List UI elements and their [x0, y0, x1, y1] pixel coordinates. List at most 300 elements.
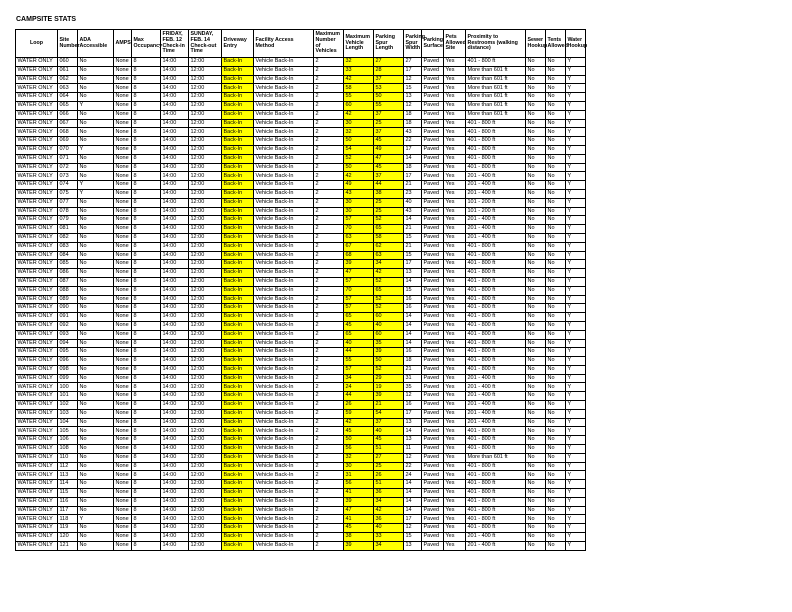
water-hookup-cell: Y	[566, 163, 586, 172]
check-in-time-cell: 14:00	[161, 233, 189, 242]
amps-cell: None	[114, 541, 132, 550]
table-row	[16, 286, 586, 295]
max-vehicles-cell: 2	[314, 251, 344, 260]
parking-spur-length-cell: 50	[374, 93, 404, 102]
check-in-time-cell: 14:00	[161, 471, 189, 480]
sewer-hookup-cell: No	[526, 233, 546, 242]
sewer-hookup-cell: No	[526, 445, 546, 454]
amps-cell: None	[114, 321, 132, 330]
parking-spur-width-cell: 18	[404, 110, 422, 119]
pets-allowed-cell: Yes	[444, 427, 466, 436]
water-hookup-cell: Y	[566, 392, 586, 401]
proximity-to-restrooms-cell: 201 - 400 ft	[466, 172, 526, 181]
sewer-hookup-cell: No	[526, 357, 546, 366]
water-hookup-cell: Y	[566, 497, 586, 506]
table-row	[16, 409, 586, 418]
check-in-time-cell: 14:00	[161, 339, 189, 348]
max-vehicle-length-cell: 56	[344, 445, 374, 454]
parking-spur-width-cell: 12	[404, 392, 422, 401]
parking-surface-cell: Paved	[422, 497, 444, 506]
proximity-to-restrooms-cell: 201 - 400 ft	[466, 374, 526, 383]
max-occupancy-cell: 8	[132, 418, 161, 427]
pets-allowed-cell: Yes	[444, 497, 466, 506]
parking-surface-cell: Paved	[422, 295, 444, 304]
parking-spur-width-cell: 16	[404, 401, 422, 410]
parking-surface-cell: Paved	[422, 506, 444, 515]
check-out-time-cell: 12:00	[189, 128, 222, 137]
check-in-time-cell: 14:00	[161, 506, 189, 515]
sewer-hookup-cell: No	[526, 339, 546, 348]
water-hookup-cell: Y	[566, 321, 586, 330]
check-out-time-cell: 12:00	[189, 216, 222, 225]
column-header: Proximity to Restrooms (walking distance)	[466, 30, 526, 58]
table-row	[16, 269, 586, 278]
parking-spur-width-cell: 14	[404, 313, 422, 322]
site-number-cell: 064	[58, 93, 78, 102]
tents-allowed-cell: No	[546, 75, 566, 84]
max-occupancy-cell: 8	[132, 383, 161, 392]
driveway-entry-cell: Back-In	[222, 365, 254, 374]
site-number-cell: 119	[58, 524, 78, 533]
max-occupancy-cell: 8	[132, 321, 161, 330]
site-number-cell: 063	[58, 84, 78, 93]
loop-cell: WATER ONLY	[16, 348, 58, 357]
pets-allowed-cell: Yes	[444, 445, 466, 454]
max-vehicles-cell: 2	[314, 374, 344, 383]
amps-cell: None	[114, 506, 132, 515]
facility-access-method-cell: Vehicle Back-In	[254, 110, 314, 119]
parking-spur-width-cell: 14	[404, 339, 422, 348]
amps-cell: None	[114, 269, 132, 278]
parking-surface-cell: Paved	[422, 93, 444, 102]
loop-cell: WATER ONLY	[16, 506, 58, 515]
water-hookup-cell: Y	[566, 66, 586, 75]
sewer-hookup-cell: No	[526, 383, 546, 392]
parking-spur-length-cell: 62	[374, 242, 404, 251]
parking-spur-width-cell: 43	[404, 128, 422, 137]
table-row	[16, 506, 586, 515]
max-occupancy-cell: 8	[132, 119, 161, 128]
max-vehicle-length-cell: 67	[344, 242, 374, 251]
pets-allowed-cell: Yes	[444, 357, 466, 366]
sewer-hookup-cell: No	[526, 101, 546, 110]
column-header: Parking Spur Length	[374, 30, 404, 58]
max-vehicles-cell: 2	[314, 533, 344, 542]
sewer-hookup-cell: No	[526, 198, 546, 207]
max-vehicles-cell: 2	[314, 189, 344, 198]
max-vehicle-length-cell: 57	[344, 365, 374, 374]
driveway-entry-cell: Back-In	[222, 93, 254, 102]
sewer-hookup-cell: No	[526, 533, 546, 542]
loop-cell: WATER ONLY	[16, 93, 58, 102]
max-vehicle-length-cell: 39	[344, 497, 374, 506]
pets-allowed-cell: Yes	[444, 418, 466, 427]
pets-allowed-cell: Yes	[444, 251, 466, 260]
sewer-hookup-cell: No	[526, 462, 546, 471]
pets-allowed-cell: Yes	[444, 66, 466, 75]
tents-allowed-cell: No	[546, 392, 566, 401]
amps-cell: None	[114, 181, 132, 190]
driveway-entry-cell: Back-In	[222, 409, 254, 418]
table-row	[16, 145, 586, 154]
water-hookup-cell: Y	[566, 506, 586, 515]
max-vehicle-length-cell: 70	[344, 225, 374, 234]
parking-spur-length-cell: 40	[374, 321, 404, 330]
max-vehicle-length-cell: 59	[344, 409, 374, 418]
ada-accessible-cell: No	[78, 269, 114, 278]
check-out-time-cell: 12:00	[189, 339, 222, 348]
amps-cell: None	[114, 480, 132, 489]
table-row	[16, 216, 586, 225]
driveway-entry-cell: Back-In	[222, 427, 254, 436]
driveway-entry-cell: Back-In	[222, 75, 254, 84]
check-in-time-cell: 14:00	[161, 453, 189, 462]
check-out-time-cell: 12:00	[189, 295, 222, 304]
table-row	[16, 154, 586, 163]
driveway-entry-cell: Back-In	[222, 462, 254, 471]
loop-cell: WATER ONLY	[16, 101, 58, 110]
facility-access-method-cell: Vehicle Back-In	[254, 93, 314, 102]
driveway-entry-cell: Back-In	[222, 295, 254, 304]
proximity-to-restrooms-cell: 401 - 800 ft	[466, 339, 526, 348]
water-hookup-cell: Y	[566, 93, 586, 102]
tents-allowed-cell: No	[546, 251, 566, 260]
check-out-time-cell: 12:00	[189, 401, 222, 410]
parking-spur-length-cell: 51	[374, 480, 404, 489]
max-vehicles-cell: 2	[314, 489, 344, 498]
max-vehicles-cell: 2	[314, 137, 344, 146]
table-row	[16, 66, 586, 75]
amps-cell: None	[114, 339, 132, 348]
max-occupancy-cell: 8	[132, 453, 161, 462]
driveway-entry-cell: Back-In	[222, 471, 254, 480]
sewer-hookup-cell: No	[526, 286, 546, 295]
facility-access-method-cell: Vehicle Back-In	[254, 101, 314, 110]
loop-cell: WATER ONLY	[16, 137, 58, 146]
water-hookup-cell: Y	[566, 242, 586, 251]
check-in-time-cell: 14:00	[161, 163, 189, 172]
column-header: Loop	[16, 30, 58, 58]
max-vehicles-cell: 2	[314, 453, 344, 462]
table-row	[16, 348, 586, 357]
check-in-time-cell: 14:00	[161, 295, 189, 304]
parking-spur-length-cell: 37	[374, 110, 404, 119]
loop-cell: WATER ONLY	[16, 66, 58, 75]
proximity-to-restrooms-cell: 401 - 800 ft	[466, 269, 526, 278]
tents-allowed-cell: No	[546, 541, 566, 550]
parking-spur-length-cell: 29	[374, 374, 404, 383]
loop-cell: WATER ONLY	[16, 269, 58, 278]
parking-spur-length-cell: 40	[374, 524, 404, 533]
sewer-hookup-cell: No	[526, 524, 546, 533]
check-out-time-cell: 12:00	[189, 58, 222, 67]
ada-accessible-cell: No	[78, 409, 114, 418]
driveway-entry-cell: Back-In	[222, 357, 254, 366]
pets-allowed-cell: Yes	[444, 75, 466, 84]
max-occupancy-cell: 8	[132, 277, 161, 286]
max-vehicle-length-cell: 47	[344, 506, 374, 515]
water-hookup-cell: Y	[566, 524, 586, 533]
parking-surface-cell: Paved	[422, 357, 444, 366]
max-vehicles-cell: 2	[314, 383, 344, 392]
loop-cell: WATER ONLY	[16, 409, 58, 418]
parking-surface-cell: Paved	[422, 216, 444, 225]
driveway-entry-cell: Back-In	[222, 304, 254, 313]
sewer-hookup-cell: No	[526, 418, 546, 427]
site-number-cell: 096	[58, 357, 78, 366]
check-in-time-cell: 14:00	[161, 541, 189, 550]
parking-spur-width-cell: 16	[404, 304, 422, 313]
ada-accessible-cell: No	[78, 541, 114, 550]
max-vehicles-cell: 2	[314, 198, 344, 207]
facility-access-method-cell: Vehicle Back-In	[254, 383, 314, 392]
ada-accessible-cell: No	[78, 533, 114, 542]
check-out-time-cell: 12:00	[189, 181, 222, 190]
driveway-entry-cell: Back-In	[222, 110, 254, 119]
parking-surface-cell: Paved	[422, 181, 444, 190]
tents-allowed-cell: No	[546, 515, 566, 524]
max-occupancy-cell: 8	[132, 242, 161, 251]
parking-spur-width-cell: 21	[404, 365, 422, 374]
check-out-time-cell: 12:00	[189, 313, 222, 322]
site-number-cell: 116	[58, 497, 78, 506]
parking-surface-cell: Paved	[422, 533, 444, 542]
sewer-hookup-cell: No	[526, 242, 546, 251]
max-occupancy-cell: 8	[132, 480, 161, 489]
parking-surface-cell: Paved	[422, 304, 444, 313]
facility-access-method-cell: Vehicle Back-In	[254, 163, 314, 172]
sewer-hookup-cell: No	[526, 313, 546, 322]
sewer-hookup-cell: No	[526, 401, 546, 410]
max-vehicles-cell: 2	[314, 207, 344, 216]
water-hookup-cell: Y	[566, 277, 586, 286]
parking-spur-width-cell: 17	[404, 145, 422, 154]
max-vehicles-cell: 2	[314, 216, 344, 225]
sewer-hookup-cell: No	[526, 348, 546, 357]
parking-surface-cell: Paved	[422, 207, 444, 216]
check-in-time-cell: 14:00	[161, 93, 189, 102]
table-row	[16, 110, 586, 119]
max-occupancy-cell: 8	[132, 225, 161, 234]
max-vehicles-cell: 2	[314, 93, 344, 102]
max-vehicles-cell: 2	[314, 445, 344, 454]
table-row	[16, 101, 586, 110]
max-vehicle-length-cell: 24	[344, 383, 374, 392]
facility-access-method-cell: Vehicle Back-In	[254, 260, 314, 269]
pets-allowed-cell: Yes	[444, 198, 466, 207]
amps-cell: None	[114, 453, 132, 462]
parking-spur-length-cell: 50	[374, 357, 404, 366]
parking-spur-length-cell: 42	[374, 269, 404, 278]
max-vehicle-length-cell: 32	[344, 453, 374, 462]
parking-spur-width-cell: 12	[404, 101, 422, 110]
max-vehicles-cell: 2	[314, 506, 344, 515]
max-occupancy-cell: 8	[132, 409, 161, 418]
site-number-cell: 084	[58, 251, 78, 260]
table-row	[16, 418, 586, 427]
table-row	[16, 304, 586, 313]
amps-cell: None	[114, 251, 132, 260]
sewer-hookup-cell: No	[526, 216, 546, 225]
max-vehicles-cell: 2	[314, 75, 344, 84]
amps-cell: None	[114, 189, 132, 198]
pets-allowed-cell: Yes	[444, 321, 466, 330]
loop-cell: WATER ONLY	[16, 339, 58, 348]
pets-allowed-cell: Yes	[444, 225, 466, 234]
sewer-hookup-cell: No	[526, 163, 546, 172]
check-out-time-cell: 12:00	[189, 357, 222, 366]
check-out-time-cell: 12:00	[189, 497, 222, 506]
parking-spur-length-cell: 44	[374, 181, 404, 190]
parking-surface-cell: Paved	[422, 321, 444, 330]
parking-surface-cell: Paved	[422, 66, 444, 75]
amps-cell: None	[114, 101, 132, 110]
amps-cell: None	[114, 260, 132, 269]
facility-access-method-cell: Vehicle Back-In	[254, 295, 314, 304]
water-hookup-cell: Y	[566, 189, 586, 198]
parking-spur-length-cell: 36	[374, 515, 404, 524]
parking-spur-length-cell: 21	[374, 401, 404, 410]
loop-cell: WATER ONLY	[16, 304, 58, 313]
pets-allowed-cell: Yes	[444, 269, 466, 278]
parking-surface-cell: Paved	[422, 58, 444, 67]
max-vehicles-cell: 2	[314, 339, 344, 348]
max-occupancy-cell: 8	[132, 163, 161, 172]
parking-spur-width-cell: 13	[404, 541, 422, 550]
amps-cell: None	[114, 330, 132, 339]
pets-allowed-cell: Yes	[444, 313, 466, 322]
loop-cell: WATER ONLY	[16, 365, 58, 374]
column-header: Maximum Vehicle Length	[344, 30, 374, 58]
sewer-hookup-cell: No	[526, 58, 546, 67]
tents-allowed-cell: No	[546, 409, 566, 418]
check-in-time-cell: 14:00	[161, 286, 189, 295]
sewer-hookup-cell: No	[526, 137, 546, 146]
parking-surface-cell: Paved	[422, 233, 444, 242]
driveway-entry-cell: Back-In	[222, 401, 254, 410]
max-vehicle-length-cell: 44	[344, 348, 374, 357]
facility-access-method-cell: Vehicle Back-In	[254, 207, 314, 216]
max-vehicle-length-cell: 68	[344, 251, 374, 260]
max-vehicles-cell: 2	[314, 260, 344, 269]
water-hookup-cell: Y	[566, 401, 586, 410]
max-vehicles-cell: 2	[314, 365, 344, 374]
max-vehicle-length-cell: 57	[344, 304, 374, 313]
table-row	[16, 172, 586, 181]
tents-allowed-cell: No	[546, 286, 566, 295]
parking-spur-length-cell: 55	[374, 101, 404, 110]
driveway-entry-cell: Back-In	[222, 58, 254, 67]
pets-allowed-cell: Yes	[444, 93, 466, 102]
amps-cell: None	[114, 409, 132, 418]
tents-allowed-cell: No	[546, 471, 566, 480]
amps-cell: None	[114, 295, 132, 304]
facility-access-method-cell: Vehicle Back-In	[254, 269, 314, 278]
water-hookup-cell: Y	[566, 119, 586, 128]
check-out-time-cell: 12:00	[189, 154, 222, 163]
tents-allowed-cell: No	[546, 427, 566, 436]
max-vehicle-length-cell: 45	[344, 321, 374, 330]
loop-cell: WATER ONLY	[16, 313, 58, 322]
check-in-time-cell: 14:00	[161, 392, 189, 401]
facility-access-method-cell: Vehicle Back-In	[254, 515, 314, 524]
check-in-time-cell: 14:00	[161, 533, 189, 542]
facility-access-method-cell: Vehicle Back-In	[254, 321, 314, 330]
parking-surface-cell: Paved	[422, 365, 444, 374]
check-in-time-cell: 14:00	[161, 216, 189, 225]
column-header: Water Hookup	[566, 30, 586, 58]
pets-allowed-cell: Yes	[444, 330, 466, 339]
max-vehicles-cell: 2	[314, 357, 344, 366]
tents-allowed-cell: No	[546, 339, 566, 348]
amps-cell: None	[114, 207, 132, 216]
parking-surface-cell: Paved	[422, 154, 444, 163]
max-occupancy-cell: 8	[132, 541, 161, 550]
table-row	[16, 533, 586, 542]
driveway-entry-cell: Back-In	[222, 198, 254, 207]
check-in-time-cell: 14:00	[161, 145, 189, 154]
proximity-to-restrooms-cell: More than 601 ft	[466, 110, 526, 119]
water-hookup-cell: Y	[566, 269, 586, 278]
check-out-time-cell: 12:00	[189, 383, 222, 392]
proximity-to-restrooms-cell: 401 - 800 ft	[466, 462, 526, 471]
proximity-to-restrooms-cell: 401 - 800 ft	[466, 277, 526, 286]
check-out-time-cell: 12:00	[189, 489, 222, 498]
sewer-hookup-cell: No	[526, 436, 546, 445]
water-hookup-cell: Y	[566, 75, 586, 84]
loop-cell: WATER ONLY	[16, 383, 58, 392]
max-vehicles-cell: 2	[314, 471, 344, 480]
table-row	[16, 242, 586, 251]
max-occupancy-cell: 8	[132, 198, 161, 207]
water-hookup-cell: Y	[566, 128, 586, 137]
driveway-entry-cell: Back-In	[222, 207, 254, 216]
driveway-entry-cell: Back-In	[222, 216, 254, 225]
site-number-cell: 106	[58, 436, 78, 445]
site-number-cell: 105	[58, 427, 78, 436]
check-out-time-cell: 12:00	[189, 330, 222, 339]
loop-cell: WATER ONLY	[16, 497, 58, 506]
parking-surface-cell: Paved	[422, 489, 444, 498]
loop-cell: WATER ONLY	[16, 216, 58, 225]
parking-spur-width-cell: 14	[404, 154, 422, 163]
driveway-entry-cell: Back-In	[222, 154, 254, 163]
water-hookup-cell: Y	[566, 313, 586, 322]
parking-spur-length-cell: 35	[374, 339, 404, 348]
parking-spur-length-cell: 63	[374, 251, 404, 260]
check-in-time-cell: 14:00	[161, 313, 189, 322]
parking-spur-width-cell: 13	[404, 269, 422, 278]
proximity-to-restrooms-cell: 201 - 400 ft	[466, 541, 526, 550]
check-in-time-cell: 14:00	[161, 524, 189, 533]
check-in-time-cell: 14:00	[161, 497, 189, 506]
water-hookup-cell: Y	[566, 533, 586, 542]
ada-accessible-cell: No	[78, 445, 114, 454]
loop-cell: WATER ONLY	[16, 172, 58, 181]
facility-access-method-cell: Vehicle Back-In	[254, 445, 314, 454]
pets-allowed-cell: Yes	[444, 163, 466, 172]
site-number-cell: 086	[58, 269, 78, 278]
parking-surface-cell: Paved	[422, 313, 444, 322]
max-occupancy-cell: 8	[132, 357, 161, 366]
max-occupancy-cell: 8	[132, 181, 161, 190]
site-number-cell: 087	[58, 277, 78, 286]
parking-spur-width-cell: 17	[404, 409, 422, 418]
column-header: SUNDAY, FEB. 14 Check-out Time	[189, 30, 222, 58]
check-out-time-cell: 12:00	[189, 418, 222, 427]
ada-accessible-cell: No	[78, 304, 114, 313]
max-vehicle-length-cell: 33	[344, 66, 374, 75]
